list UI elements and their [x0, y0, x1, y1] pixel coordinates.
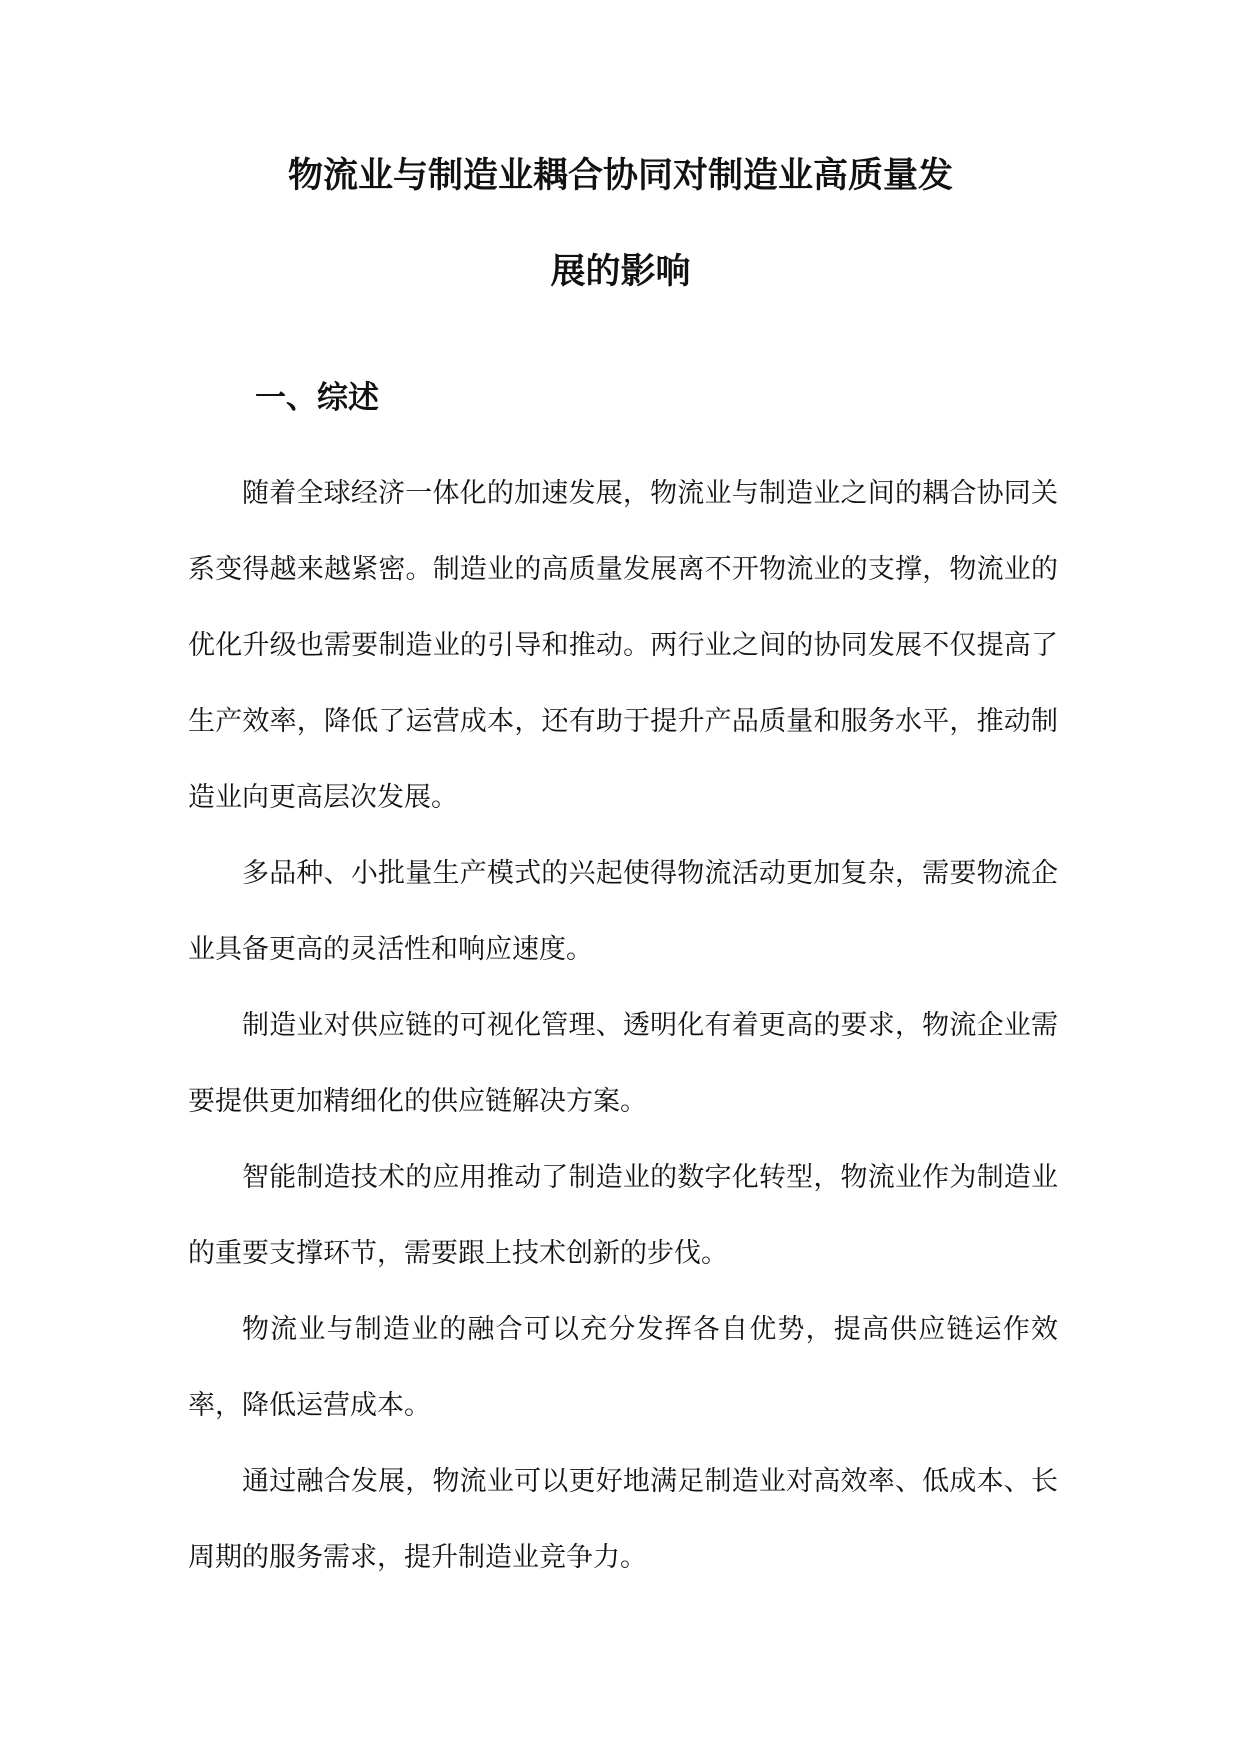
document-title-line-1: 物流业与制造业耦合协同对制造业高质量发 — [287, 155, 953, 196]
paragraph-3: 制造业对供应链的可视化管理、透明化有着更高的要求，物流企业需要提供更加精细化的供应链解决方案。 — [188, 1010, 1058, 1117]
paragraph-2: 多品种、小批量生产模式的兴起使得物流活动更加复杂，需要物流企业具备更高的灵活性和响应速度。 — [188, 858, 1058, 965]
paragraph-6: 通过融合发展，物流业可以更好地满足制造业对高效率、低成本、长周期的服务需求，提升制造业竞争力。 — [188, 1466, 1058, 1573]
paragraph-5: 物流业与制造业的融合可以充分发挥各自优势，提高供应链运作效率，降低运营成本。 — [188, 1314, 1058, 1421]
document-title-line-2: 展的影响 — [550, 251, 691, 292]
paragraph-4: 智能制造技术的应用推动了制造业的数字化转型，物流业作为制造业的重要支撑环节，需要跟上技术创新的步伐。 — [188, 1162, 1058, 1269]
body-text — [188, 456, 1058, 1596]
paragraph-1: 随着全球经济一体化的加速发展，物流业与制造业之间的耦合协同关系变得越来越紧密。制造业的高质量发展离不开物流业的支撑，物流业的优化升级也需要制造业的引导和推动。两行业之间的协同发展不仅提高了生产效率，降低了运营成本，还有助于提升产品质量和服务水平，推动制造业向更高层次发展。 — [188, 478, 1058, 813]
section-heading: 一、综述 — [255, 380, 379, 416]
